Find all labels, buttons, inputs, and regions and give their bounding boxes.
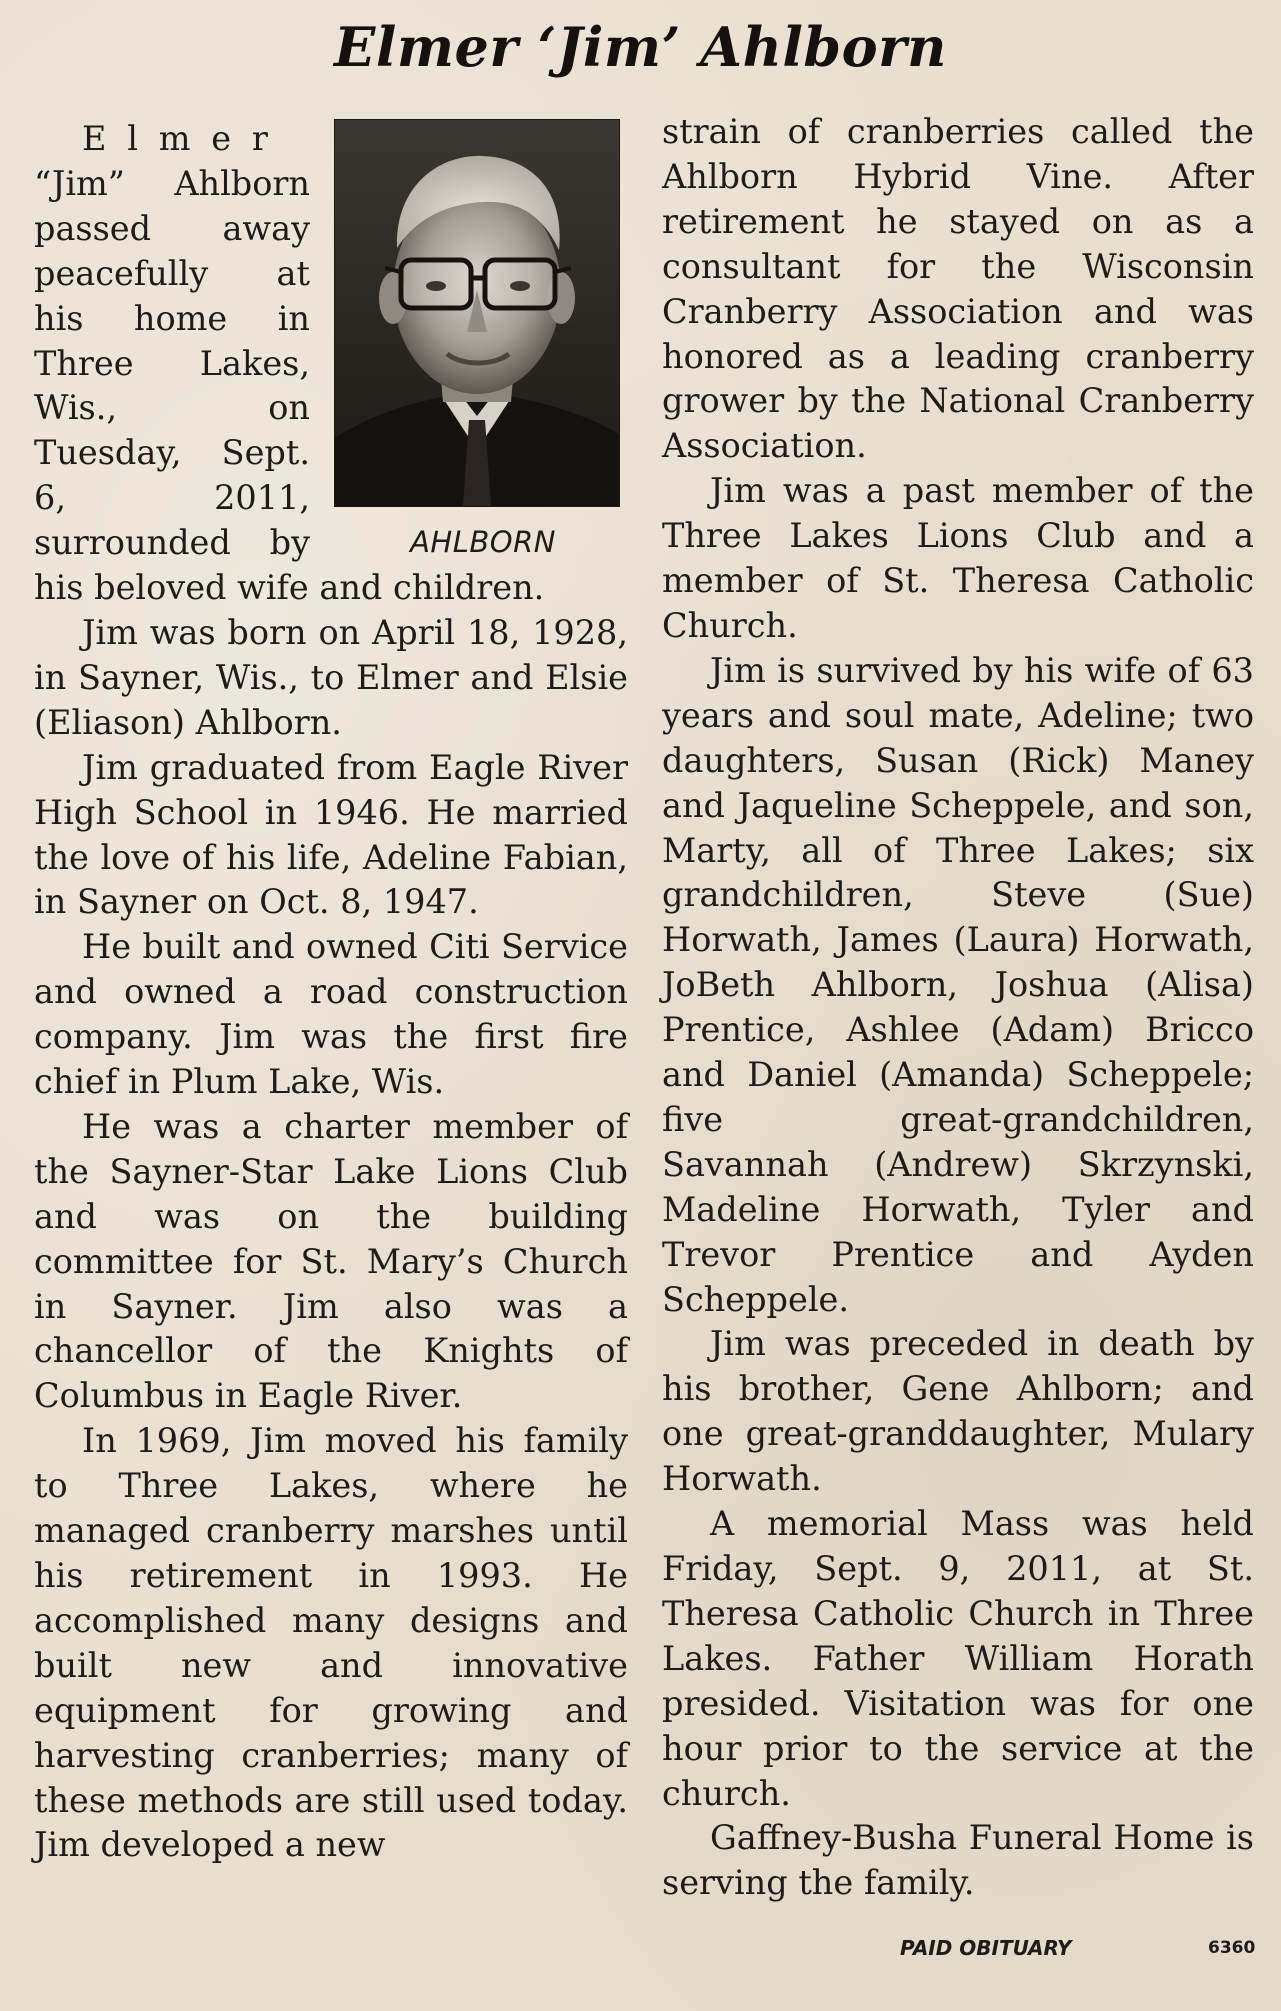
- paragraph-preceded: Jim was preceded in death by his brother, Gene Ahlborn; and one great-granddaughter, Mulary Horwath.: [662, 1324, 1254, 1499]
- ad-code: 6360: [1208, 1938, 1256, 1958]
- first-word: Elmer: [82, 119, 289, 158]
- paragraph-intro-text: “Jim” Ahlborn passed away peacefully at his home in Three Lakes, Wis., on Tuesday, Sept. 6, 2011, surrounded by his beloved wife and children.: [34, 163, 545, 608]
- paragraph-memorial: A memorial Mass was held Friday, Sept. 9, 2011, at St. Theresa Catholic Church in Three Lakes. Father William Horath presided. Visitation was for one hour prior to the service at the church.: [662, 1504, 1254, 1813]
- obituary-title: Elmer ‘Jim’ Ahlborn: [334, 15, 947, 79]
- paragraph-marriage: Jim graduated from Eagle River High School in 1946. He married the love of his life, Adeline Fabian, in Sayner on Oct. 8, 1947.: [34, 747, 628, 922]
- paragraph-cranberries: In 1969, Jim moved his family to Three Lakes, where he managed cranberry marshes until his retirement in 1993. He accomplished many designs and built new and innovative equipment for growing and harvesting cranberries; many of these methods are still used today. Jim developed a new: [34, 1421, 628, 1865]
- paid-obituary-label: PAID OBITUARY: [900, 1936, 1072, 1960]
- right-column: [662, 110, 1254, 1906]
- paragraph-survivors: Jim is survived by his wife of 63 years and soul mate, Adeline; two daughters, Susan (Rick) Maney and Jaqueline Scheppele, and son, Marty, all of Three Lakes; six grandchildren, Steve (Sue) Horwath, James (Laura) Horwath, JoBeth Ahlborn, Joshua (Alisa) Prentice, Ashlee (Adam) Bricco and Daniel (Amanda) Scheppele; five great-grandchildren, Savannah (Andrew) Skrzynski, Madeline Horwath, Tyler and Trevor Prentice and Ayden Scheppele.: [662, 650, 1254, 1319]
- left-column: [34, 117, 628, 1868]
- paragraph-memberships: He was a charter member of the Sayner-Star Lake Lions Club and was on the building committee for St. Mary’s Church in Sayner. Jim also was a chancellor of the Knights of Columbus in Eagle River.: [34, 1106, 628, 1416]
- paragraph-birth: Jim was born on April 18, 1928, in Sayner, Wis., to Elmer and Elsie (Eliason) Ahlborn.: [34, 612, 628, 742]
- portrait-photo: [334, 119, 620, 507]
- paragraph-church: Jim was a past member of the Three Lakes Lions Club and a member of St. Theresa Catholic Church.: [662, 471, 1254, 645]
- paragraph-funeral-home: Gaffney-Busha Funeral Home is serving the family.: [662, 1818, 1254, 1903]
- photo-caption: AHLBORN: [410, 525, 556, 559]
- paragraph-career: He built and owned Citi Service and owned a road construction company. Jim was the first fire chief in Plum Lake, Wis.: [34, 927, 628, 1102]
- portrait-block: [328, 117, 628, 559]
- paragraph-continuation: strain of cranberries called the Ahlborn Hybrid Vine. After retirement he stayed on as a consultant for the Wisconsin Cranberry Association and was honored as a leading cranberry grower by the National Cranberry Association.: [662, 112, 1254, 466]
- portrait-image: [335, 120, 619, 506]
